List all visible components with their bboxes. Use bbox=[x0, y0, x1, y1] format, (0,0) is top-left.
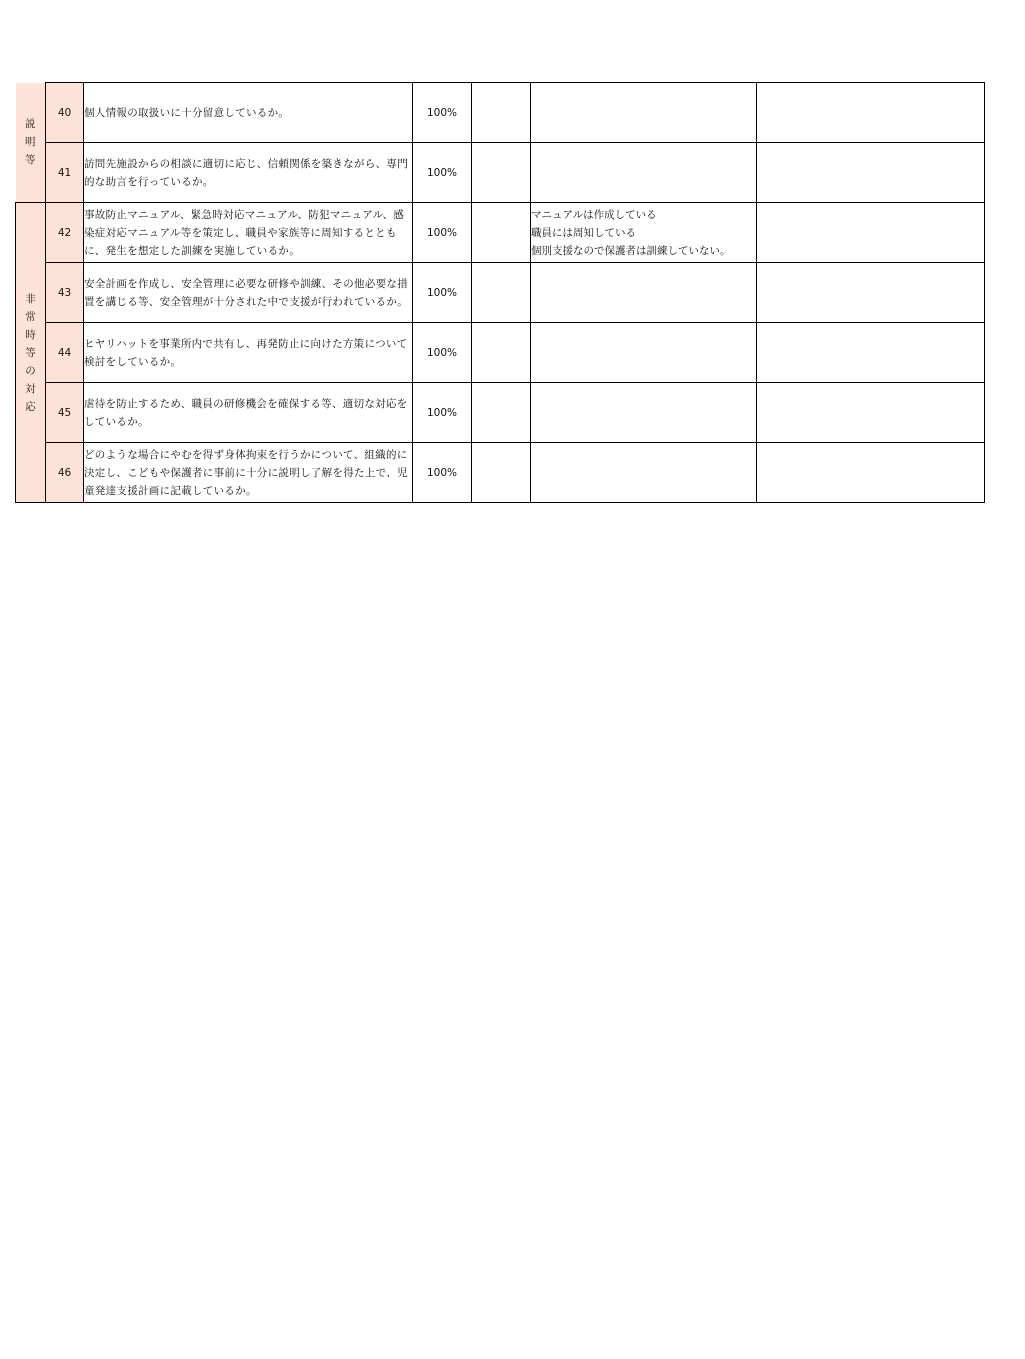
table-row bbox=[16, 443, 985, 503]
evaluation-table bbox=[15, 82, 985, 503]
category-char: 明 bbox=[25, 136, 36, 149]
table-row bbox=[16, 263, 985, 323]
notes-cell bbox=[531, 323, 757, 383]
notes-cell bbox=[531, 83, 757, 143]
percentage: 100% bbox=[413, 83, 472, 143]
blank-cell bbox=[757, 443, 985, 503]
category-char: の bbox=[25, 364, 36, 377]
blank-cell bbox=[757, 143, 985, 203]
blank-cell bbox=[757, 263, 985, 323]
blank-cell bbox=[757, 203, 985, 263]
category-char: 常 bbox=[25, 310, 36, 323]
question-text: 虐待を防止するため、職員の研修機会を確保する等、適切な対応をしているか。 bbox=[84, 383, 413, 443]
percentage: 100% bbox=[413, 323, 472, 383]
category-char: 非 bbox=[25, 292, 36, 305]
table-row bbox=[16, 143, 985, 203]
category-char: 時 bbox=[25, 328, 36, 341]
note-line: マニュアルは作成している bbox=[531, 208, 657, 221]
category-char: 応 bbox=[25, 400, 36, 413]
row-number: 45 bbox=[46, 383, 84, 443]
blank-cell bbox=[472, 443, 531, 503]
row-number: 43 bbox=[46, 263, 84, 323]
question-text: 個人情報の取扱いに十分留意しているか。 bbox=[84, 83, 413, 143]
percentage: 100% bbox=[413, 263, 472, 323]
category-char: 等 bbox=[25, 346, 36, 359]
row-number: 41 bbox=[46, 143, 84, 203]
table-row bbox=[16, 83, 985, 143]
notes-cell bbox=[531, 203, 757, 263]
blank-cell bbox=[757, 383, 985, 443]
row-number: 46 bbox=[46, 443, 84, 503]
row-number: 42 bbox=[46, 203, 84, 263]
notes-cell bbox=[531, 383, 757, 443]
table-row bbox=[16, 383, 985, 443]
row-number: 40 bbox=[46, 83, 84, 143]
blank-cell bbox=[472, 323, 531, 383]
note-line: 職員には周知している bbox=[531, 226, 636, 239]
percentage: 100% bbox=[413, 143, 472, 203]
question-text: ヒヤリハットを事業所内で共有し、再発防止に向けた方策について検討をしているか。 bbox=[84, 323, 413, 383]
table-row bbox=[16, 323, 985, 383]
question-text: どのような場合にやむを得ず身体拘束を行うかについて、組織的に決定し、こどもや保護者に事前に十分に説明し了解を得た上で、児童発達支援計画に記載しているか。 bbox=[84, 443, 413, 503]
category-char: 対 bbox=[25, 382, 36, 395]
blank-cell bbox=[757, 83, 985, 143]
blank-cell bbox=[472, 83, 531, 143]
question-text: 事故防止マニュアル、緊急時対応マニュアル、防犯マニュアル、感染症対応マニュアル等を策定し、職員や家族等に周知するとともに、発生を想定した訓練を実施しているか。 bbox=[84, 203, 413, 263]
note-line: 個別支援なので保護者は訓練していない。 bbox=[531, 244, 731, 257]
blank-cell bbox=[472, 203, 531, 263]
blank-cell bbox=[757, 323, 985, 383]
blank-cell bbox=[472, 143, 531, 203]
category-char: 説 bbox=[25, 118, 36, 131]
question-text: 訪問先施設からの相談に適切に応じ、信頼関係を築きながら、専門的な助言を行っているか。 bbox=[84, 143, 413, 203]
category-emergency bbox=[16, 203, 46, 503]
category-char: 等 bbox=[25, 154, 36, 167]
percentage: 100% bbox=[413, 443, 472, 503]
category-explanation bbox=[16, 83, 46, 203]
blank-cell bbox=[472, 383, 531, 443]
percentage: 100% bbox=[413, 203, 472, 263]
notes-cell bbox=[531, 143, 757, 203]
percentage: 100% bbox=[413, 383, 472, 443]
question-text: 安全計画を作成し、安全管理に必要な研修や訓練、その他必要な措置を講じる等、安全管理が十分された中で支援が行われているか。 bbox=[84, 263, 413, 323]
table-row bbox=[16, 203, 985, 263]
blank-cell bbox=[472, 263, 531, 323]
notes-cell bbox=[531, 443, 757, 503]
row-number: 44 bbox=[46, 323, 84, 383]
notes-cell bbox=[531, 263, 757, 323]
